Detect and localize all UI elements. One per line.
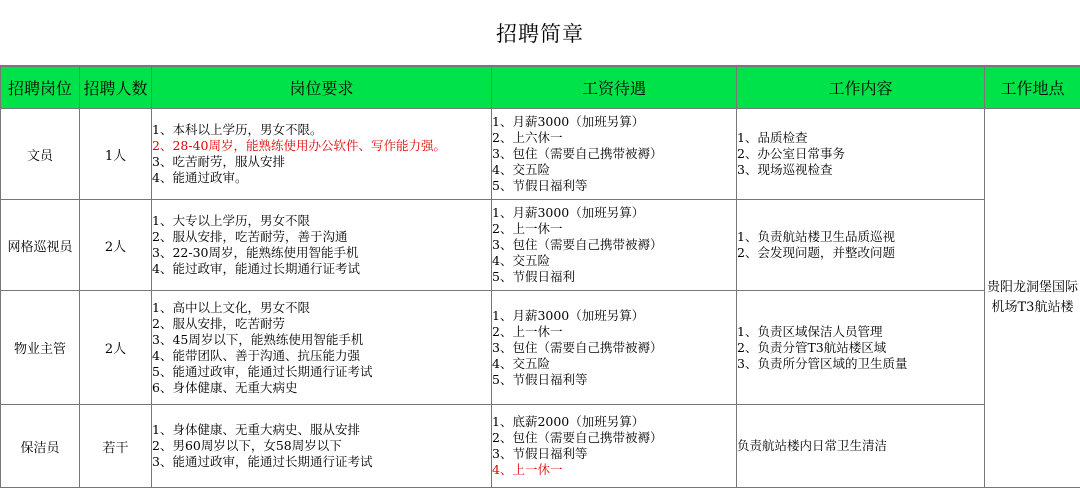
salary-line: 3、节假日福利等 — [492, 446, 736, 462]
requirement-line: 5、能通过政审，能通过长期通行证考试 — [152, 364, 491, 380]
header-duties: 工作内容 — [737, 67, 985, 109]
table-row — [1, 200, 1080, 291]
position-cell: 保洁员 — [1, 405, 80, 488]
salary-cell — [492, 200, 737, 291]
requirement-line: 2、男60周岁以下，女58周岁以下 — [152, 438, 491, 454]
salary-cell — [492, 405, 737, 488]
duty-line: 负责航站楼内日常卫生清洁 — [737, 438, 984, 454]
count-cell: 2人 — [80, 200, 152, 291]
requirements-cell — [152, 405, 492, 488]
salary-line: 3、包住（需要自己携带被褥） — [492, 340, 736, 356]
requirement-line: 1、身体健康、无重大病史、服从安排 — [152, 422, 491, 438]
recruitment-table — [0, 66, 1080, 488]
salary-line-highlight: 4、上一休一 — [492, 462, 736, 478]
requirement-line: 3、吃苦耐劳，服从安排 — [152, 154, 491, 170]
salary-cell — [492, 291, 737, 405]
duties-cell — [737, 291, 985, 405]
position-cell: 文员 — [1, 109, 80, 200]
count-cell: 若干 — [80, 405, 152, 488]
requirement-line: 1、本科以上学历，男女不限。 — [152, 122, 491, 138]
count-cell: 1人 — [80, 109, 152, 200]
salary-line: 2、上一休一 — [492, 324, 736, 340]
position-cell: 物业主管 — [1, 291, 80, 405]
duties-cell — [737, 200, 985, 291]
header-salary: 工资待遇 — [492, 67, 737, 109]
duty-line: 2、会发现问题，并整改问题 — [737, 245, 984, 261]
header-position: 招聘岗位 — [1, 67, 80, 109]
salary-line: 4、交五险 — [492, 253, 736, 269]
requirement-line: 3、22-30周岁，能熟练使用智能手机 — [152, 245, 491, 261]
salary-line: 1、月薪3000（加班另算） — [492, 114, 736, 130]
salary-line: 3、包住（需要自己携带被褥） — [492, 237, 736, 253]
duty-line: 3、负责所分管区域的卫生质量 — [737, 356, 984, 372]
requirements-cell — [152, 109, 492, 200]
salary-cell — [492, 109, 737, 200]
requirement-line: 4、能通过政审。 — [152, 170, 491, 186]
salary-line: 1、月薪3000（加班另算） — [492, 308, 736, 324]
position-cell: 网格巡视员 — [1, 200, 80, 291]
duty-line: 2、负责分管T3航站楼区域 — [737, 340, 984, 356]
location-cell: 贵阳龙洞堡国际机场T3航站楼 — [985, 109, 1080, 488]
requirement-line: 2、服从安排，吃苦耐劳，善于沟通 — [152, 229, 491, 245]
salary-line: 2、上一休一 — [492, 221, 736, 237]
page-title: 招聘简章 — [0, 0, 1080, 66]
header-row — [1, 67, 1080, 109]
requirement-line: 1、大专以上学历，男女不限 — [152, 213, 491, 229]
salary-line: 1、月薪3000（加班另算） — [492, 205, 736, 221]
requirement-line: 4、能过政审，能通过长期通行证考试 — [152, 261, 491, 277]
requirements-cell — [152, 200, 492, 291]
salary-line: 2、包住（需要自己携带被褥） — [492, 430, 736, 446]
header-count: 招聘人数 — [80, 67, 152, 109]
header-requirements: 岗位要求 — [152, 67, 492, 109]
salary-line: 5、节假日福利 — [492, 269, 736, 285]
salary-line: 3、包住（需要自己携带被褥） — [492, 146, 736, 162]
salary-line: 5、节假日福利等 — [492, 372, 736, 388]
table-row — [1, 109, 1080, 200]
header-location: 工作地点 — [985, 67, 1080, 109]
duties-cell — [737, 405, 985, 488]
requirement-line: 3、45周岁以下，能熟练使用智能手机 — [152, 332, 491, 348]
requirement-line: 3、能通过政审，能通过长期通行证考试 — [152, 454, 491, 470]
duty-line: 1、负责区域保洁人员管理 — [737, 324, 984, 340]
duty-line: 1、品质检查 — [737, 130, 984, 146]
duty-line: 2、办公室日常事务 — [737, 146, 984, 162]
requirement-line: 6、身体健康、无重大病史 — [152, 380, 491, 396]
requirement-line: 1、高中以上文化，男女不限 — [152, 300, 491, 316]
duty-line: 3、现场巡视检查 — [737, 162, 984, 178]
salary-line: 1、底薪2000（加班另算） — [492, 414, 736, 430]
salary-line: 4、交五险 — [492, 356, 736, 372]
table-row — [1, 291, 1080, 405]
table-row — [1, 405, 1080, 488]
salary-line: 4、交五险 — [492, 162, 736, 178]
salary-line: 2、上六休一 — [492, 130, 736, 146]
duties-cell — [737, 109, 985, 200]
salary-line: 5、节假日福利等 — [492, 178, 736, 194]
count-cell: 2人 — [80, 291, 152, 405]
requirement-line: 2、服从安排，吃苦耐劳 — [152, 316, 491, 332]
requirements-cell — [152, 291, 492, 405]
requirement-line-highlight: 2、28-40周岁，能熟练使用办公软件、写作能力强。 — [152, 138, 491, 154]
requirement-line: 4、能带团队、善于沟通、抗压能力强 — [152, 348, 491, 364]
duty-line: 1、负责航站楼卫生品质巡视 — [737, 229, 984, 245]
